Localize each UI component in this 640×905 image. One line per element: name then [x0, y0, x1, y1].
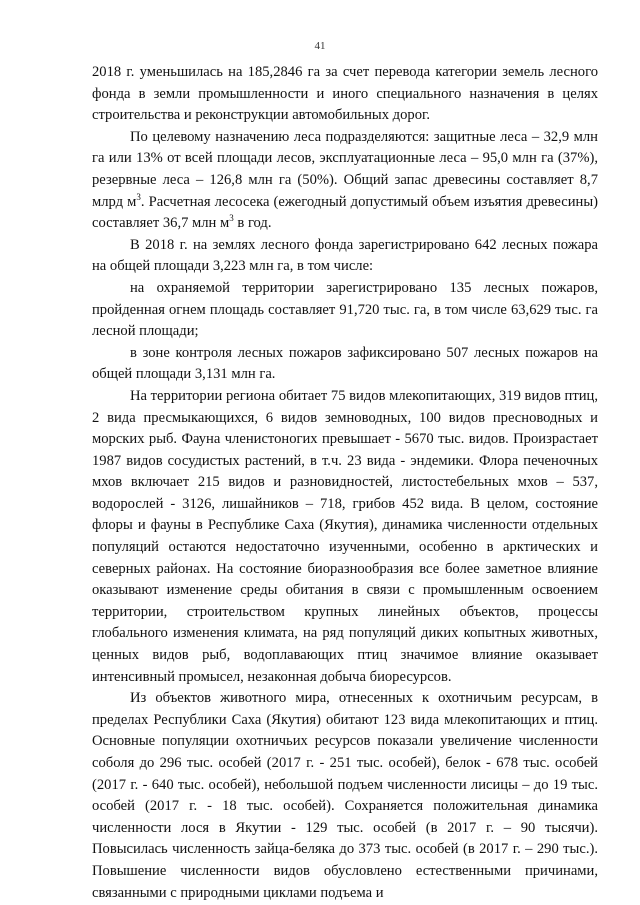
forest-purpose-text-3: в год. [233, 215, 272, 232]
superscript-cubic-1: 3 [136, 191, 141, 202]
paragraph-forest-purpose [92, 127, 598, 235]
forest-purpose-text-2: . Расчетная лесосека (ежегодный допустимый объем изъятия древесины) составляет 36,7 млн м [92, 193, 598, 232]
paragraph-biodiversity: На территории региона обитает 75 видов млекопитающих, 319 видов птиц, 2 вида пресмыкающихся, 6 видов земноводных, 100 видов пресноводных и морских рыб. Фауна членистоногих превышает - 5670 тыс. видов. Произрастает 1987 видов сосудистых растений, в т.ч. 23 вида - эндемики. Флора печеночных мхов включает 215 видов и разновидностей, листостебельных мхов – 537, водорослей - 3126, лишайников – 718, грибов 452 вида. В целом, состояние флоры и фауны в Республике Саха (Якутия), динамика численности отдельных популяций остаются недостаточно изученными, особенно в арктических и северных районах. На состояние биоразнообразия все более заметное влияние оказывают изменение среды обитания в связи с промышленным освоением территории, строительством крупных линейных объектов, процессы глобального изменения климата, на ряд популяций диких копытных животных, ценных видов рыб, водоплавающих птиц значимое влияние оказывает интенсивный промысел, незаконная добыча биоресурсов. [92, 387, 598, 685]
paragraph-hunting-resources: Из объектов животного мира, отнесенных к охотничьим ресурсам, в пределах Республики Саха (Якутия) обитают 123 вида млекопитающих и птиц. Основные популяции охотничьих ресурсов показали увеличение численности соболя до 296 тыс. особей (2017 г. - 251 тыс. особей), белок - 678 тыс. особей (2017 г. - 640 тыс. особей), небольшой подъем численности лисицы – до 19 тыс. особей (2017 г. - 18 тыс. особей). Сохраняется положительная динамика численности лося в Якутии - 129 тыс. особей (в 2017 г. – 90 тысячи). Повысилась численность зайца-беляка до 373 тыс. особей (в 2017 г. – 290 тыс.). Повышение численности видов обусловлено естественными причинами, связанными с природными циклами подъема и [92, 690, 598, 901]
forest-purpose-text-1: По целевому назначению леса подразделяются: защитные леса – 32,9 млн га или 13% от всей площади лесов, эксплуатационные леса – 95,0 млн га (37%), резервные леса – 126,8 млн га (50%). Общий запас древесины составляет 8,7 млрд м [92, 128, 598, 210]
page-number: 41 [314, 40, 326, 52]
paragraph-forest-land-change: 2018 г. уменьшилась на 185,2846 га за счет перевода категории земель лесного фонда в земли промышленности и иного специального назначения в целях строительства и реконструкции автомобильных дорог. [92, 64, 598, 124]
paragraph-fires-total: В 2018 г. на землях лесного фонда зарегистрировано 642 лесных пожара на общей площади 3,223 млн га, в том числе: [92, 236, 598, 275]
paragraph-fires-protected: на охраняемой территории зарегистрировано 135 лесных пожаров, пройденная огнем площадь составляет 91,720 тыс. га, в том числе 63,629 тыс. га лесной площади; [92, 279, 598, 340]
paragraph-fires-control-zone: в зоне контроля лесных пожаров зафиксировано 507 лесных пожаров на общей площади 3,131 млн га. [92, 344, 598, 383]
superscript-cubic-2: 3 [229, 213, 234, 224]
document-body [92, 62, 598, 904]
